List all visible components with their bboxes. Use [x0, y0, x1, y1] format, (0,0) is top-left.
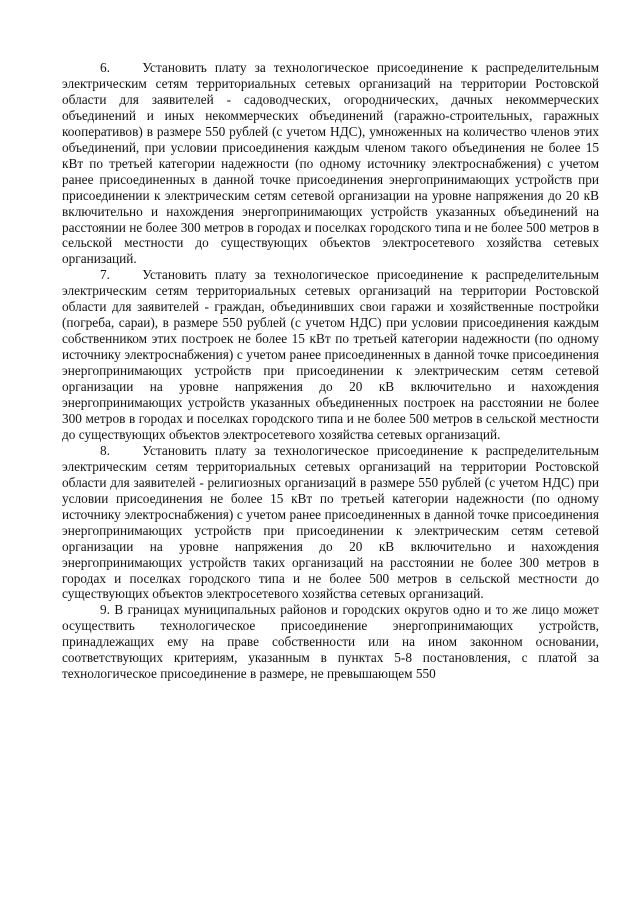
paragraph-8: 8. Установить плату за технологическое присоединение к распределительным электрическим сетям территориальных сетевых организаций на территории Ростовской области для заявителей - религиозных организаций в размере 550 рублей (с учетом НДС) при условии присоединения не более 15 кВт по третьей категории надежности (по одному источнику электроснабжения) с учетом ранее присоединенных в данной точке присоединения энергопринимающих устройств при присоединении к электрическим сетям сетевой организации на уровне напряжения до 20 кВ включительно и нахождения энергопринимающих устройств таких организаций на расстоянии не более 300 метров в городах и поселках городского типа и не более 500 метров в сельской местности до существующих объектов электросетевого хозяйства сетевых организаций.: [62, 442, 599, 602]
paragraph-9: 9. В границах муниципальных районов и городских округов одно и то же лицо может осуществить технологическое присоединение энергопринимающих устройств, принадлежащих ему на праве собственности или на ином законном основании, соответствующих критериям, указанным в пунктах 5-8 постановления, с платой за технологическое присоединение в размере, не превышающем 550: [62, 602, 599, 682]
paragraph-6: 6. Установить плату за технологическое присоединение к распределительным электрическим сетям территориальных сетевых организаций на территории Ростовской области для заявителей - садоводческих, огороднических, дачных некоммерческих объединений и иных некоммерческих объединений (гаражно-строительных, гаражных кооперативов) в размере 550 рублей (с учетом НДС), умноженных на количество членов этих объединений, при условии присоединения каждым членом такого объединения не более 15 кВт по третьей категории надежности (по одному источнику электроснабжения) с учетом ранее присоединенных в данной точке присоединения энергопринимающих устройств при присоединении к электрическим сетям сетевой организации на уровне напряжения до 20 кВ включительно и нахождения энергопринимающих устройств указанных объединений на расстоянии не более 300 метров в городах и поселках городского типа и не более 500 метров в сельской местности до существующих объектов электросетевого хозяйства сетевых организаций.: [62, 60, 599, 267]
paragraph-7: 7. Установить плату за технологическое присоединение к распределительным электрическим сетям территориальных сетевых организаций на территории Ростовской области для заявителей - граждан, объединивших свои гаражи и хозяйственные постройки (погреба, сараи), в размере 550 рублей (с учетом НДС) при условии присоединения каждым собственником этих построек не более 15 кВт по третьей категории надежности (по одному источнику электроснабжения) с учетом ранее присоединенных в данной точке присоединения энергопринимающих устройств при присоединении к электрическим сетям сетевой организации на уровне напряжения до 20 кВ включительно и нахождения энергопринимающих устройств указанных объединенных построек на расстоянии не более 300 метров в городах и поселках городского типа и не более 500 метров в сельской местности до существующих объектов электросетевого хозяйства сетевых организаций.: [62, 267, 599, 442]
document-body: [62, 60, 599, 682]
